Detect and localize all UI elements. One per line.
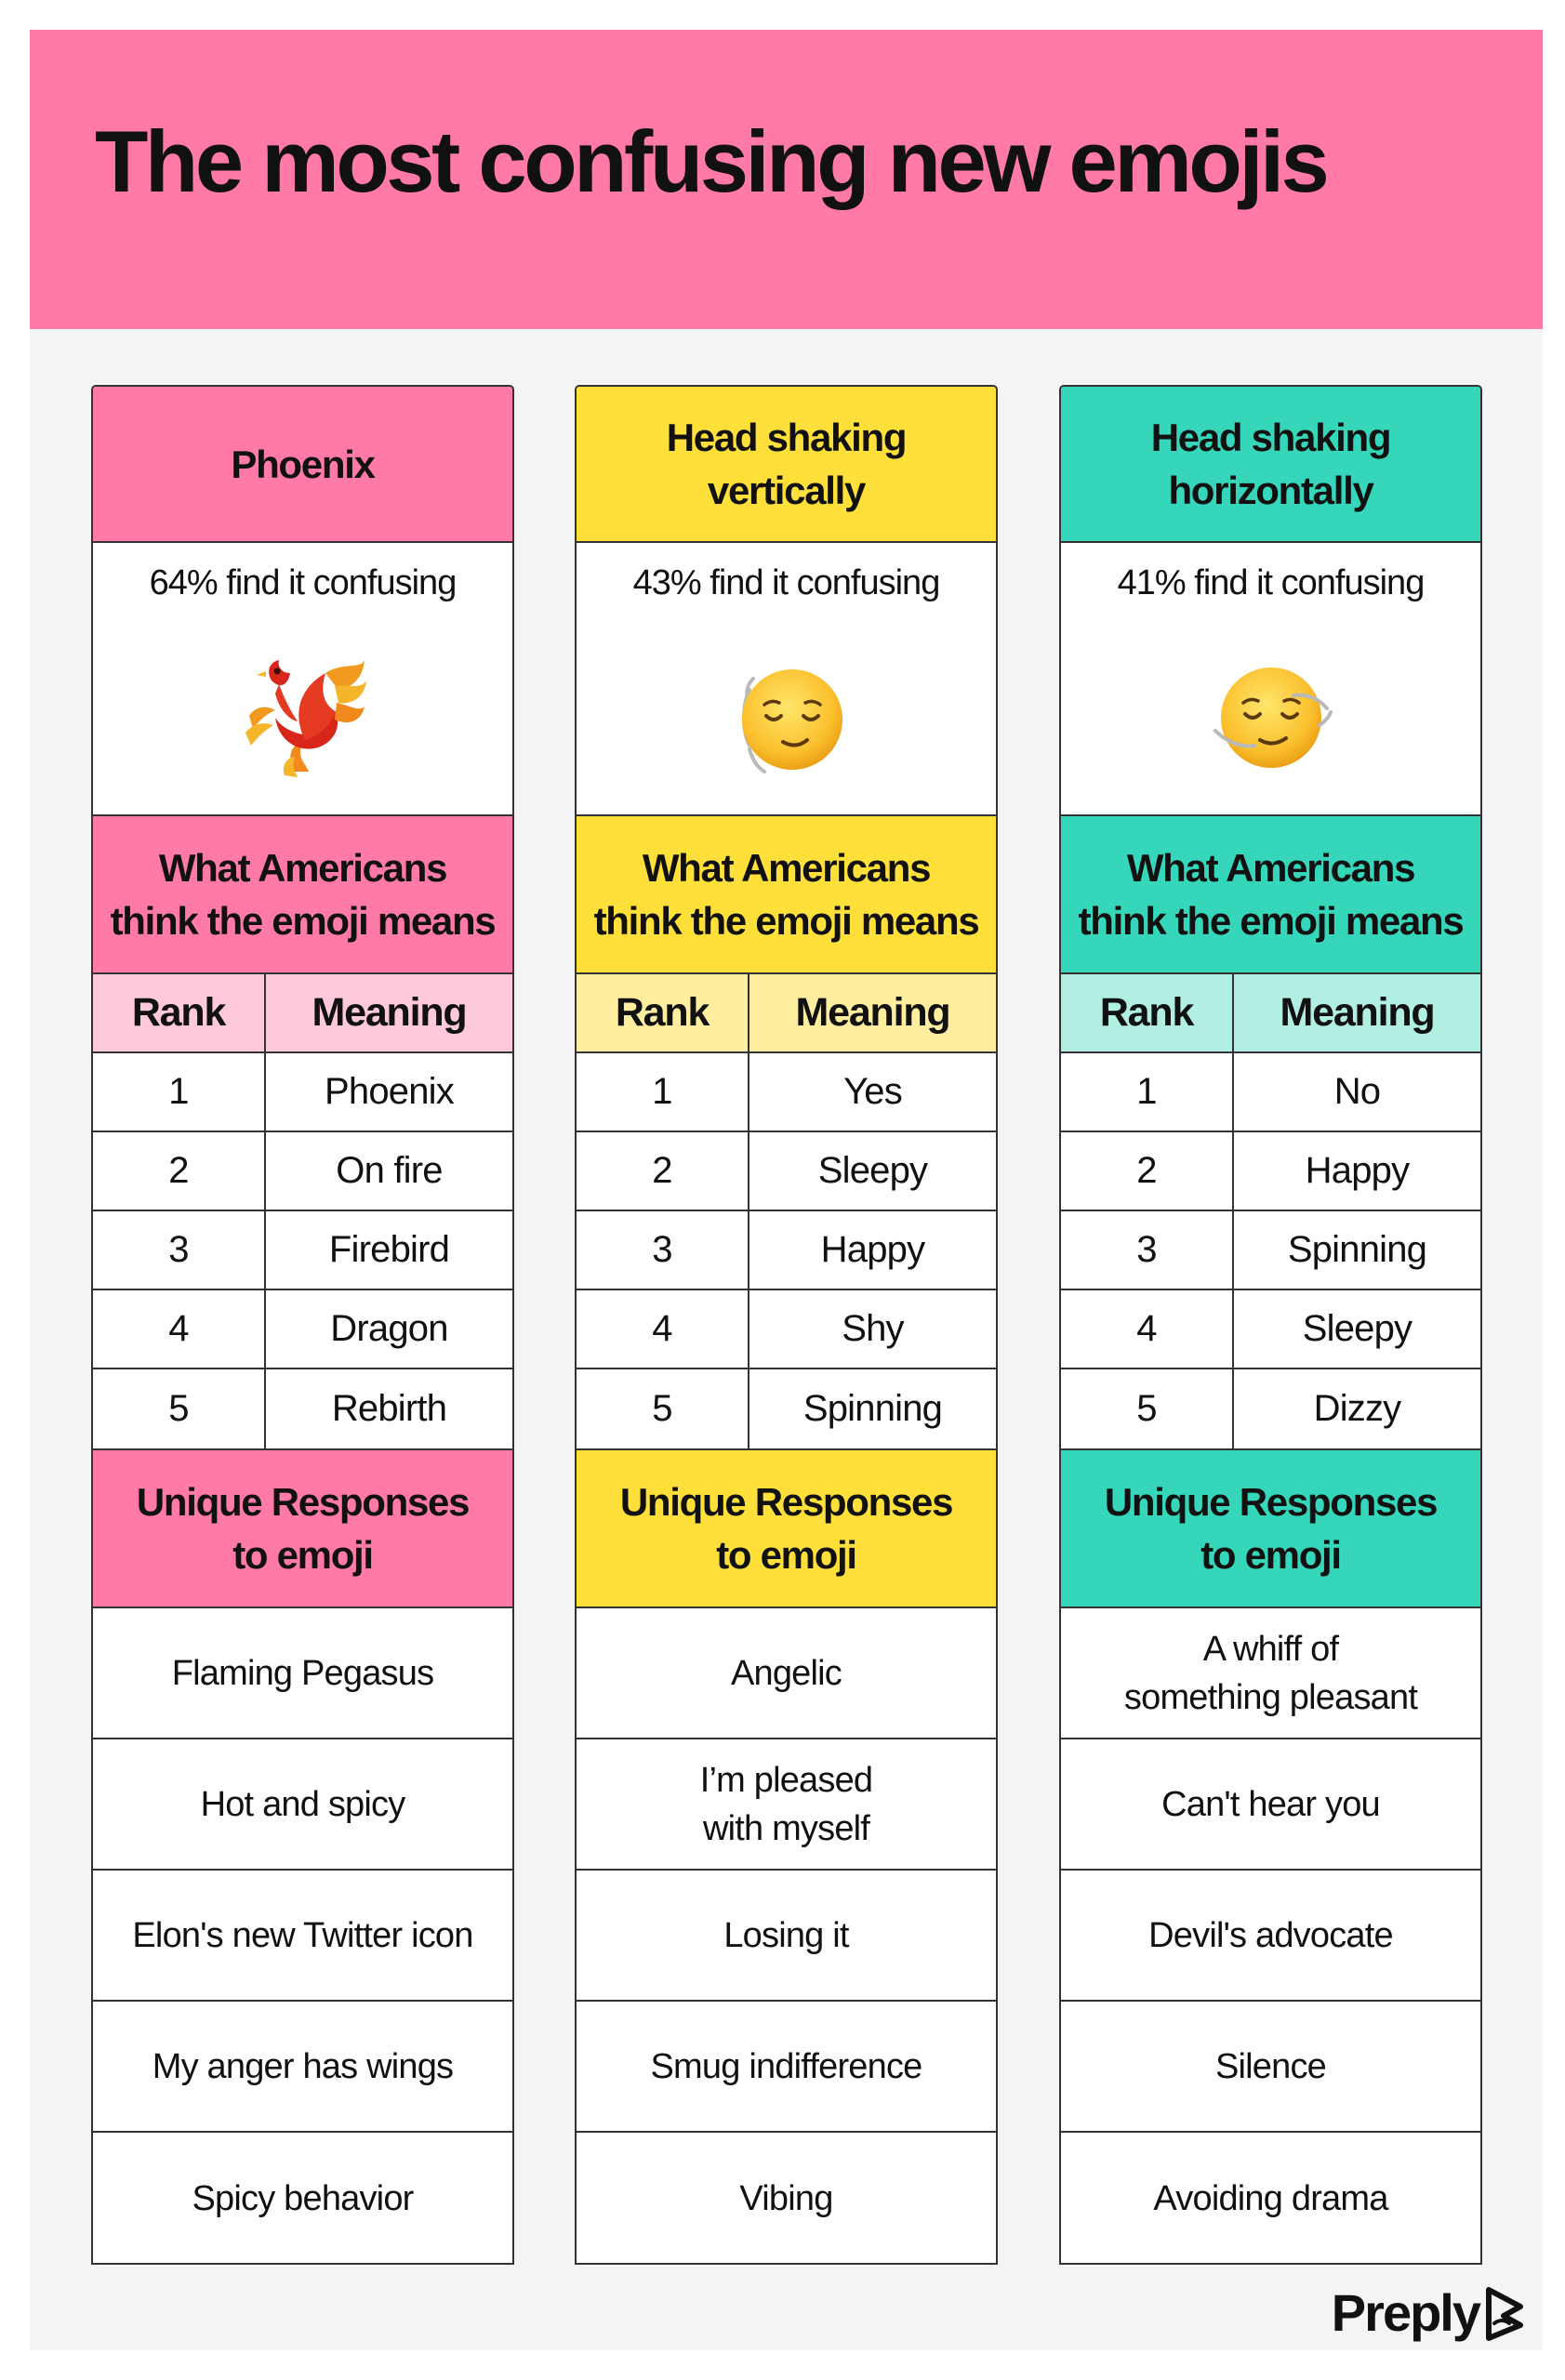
meaning-rank-table [93, 974, 512, 1450]
meaning-cell: Dizzy [1313, 1388, 1401, 1429]
response-item: Hot and spicy [93, 1739, 512, 1871]
responses-section-header [577, 1450, 996, 1608]
rank-cell: 3 [1061, 1211, 1234, 1289]
responses-section-header [93, 1450, 512, 1608]
meaning-column-header: Meaning [795, 990, 950, 1035]
meaning-rank-table [1061, 974, 1480, 1450]
table-row [93, 1290, 512, 1369]
response-item: My anger has wings [93, 2002, 512, 2133]
confusion-stat: 41% find it confusing [1117, 563, 1425, 602]
stat-box [1061, 543, 1480, 816]
responses-section-header [1061, 1450, 1480, 1608]
table-row [1061, 1369, 1480, 1450]
rank-cell: 5 [93, 1369, 266, 1448]
response-item: Smug indifference [577, 2002, 996, 2133]
stat-box [93, 543, 512, 816]
meaning-cell: Sleepy [817, 1150, 928, 1191]
meaning-section-header [577, 816, 996, 974]
response-item: Spicy behavior [192, 2178, 414, 2218]
title-banner [30, 30, 1543, 329]
response-item: Avoiding drama [1153, 2178, 1388, 2218]
meaning-cell: No [1333, 1071, 1381, 1112]
confusion-stat: 43% find it confusing [632, 563, 940, 602]
rank-column-header: Rank [1061, 974, 1234, 1051]
table-row [1061, 1290, 1480, 1369]
meaning-cell: Shy [842, 1308, 904, 1349]
rank-cell: 4 [1061, 1290, 1234, 1368]
response-item: Angelic [577, 1608, 996, 1739]
meaning-cell: Spinning [1287, 1229, 1427, 1270]
response-item: Elon's new Twitter icon [93, 1871, 512, 2002]
phoenix-icon [238, 653, 368, 783]
meaning-cell: Happy [1305, 1150, 1410, 1191]
emoji-column-head-shaking-vertically [575, 385, 998, 2265]
rank-column-header: Rank [577, 974, 749, 1051]
table-row [93, 1211, 512, 1290]
table-row [577, 1290, 996, 1369]
responses-section-title: Unique Responses to emoji [1104, 1480, 1438, 1577]
response-item: A whiff of something pleasant [1061, 1608, 1480, 1739]
table-row [577, 1211, 996, 1290]
table-row [1061, 1132, 1480, 1211]
head-shaking-vertically-icon [722, 653, 852, 783]
emoji-name: Head shaking horizontally [1150, 416, 1391, 512]
column-header [93, 387, 512, 543]
meaning-column-header: Meaning [1280, 990, 1435, 1035]
rank-cell: 3 [93, 1211, 266, 1289]
rank-cell: 1 [1061, 1053, 1234, 1130]
response-item: Flaming Pegasus [93, 1608, 512, 1739]
meaning-section-header [93, 816, 512, 974]
table-header-row [577, 974, 996, 1053]
rank-cell: 2 [93, 1132, 266, 1210]
meaning-cell: Yes [843, 1071, 902, 1112]
response-item: Silence [1061, 2002, 1480, 2133]
table-row [1061, 1053, 1480, 1132]
table-row [577, 1053, 996, 1132]
response-item: Can't hear you [1061, 1739, 1480, 1871]
rank-cell: 2 [1061, 1132, 1234, 1210]
table-row [93, 1369, 512, 1450]
meaning-section-title: What Americans think the emoji means [110, 846, 496, 943]
table-row [577, 1132, 996, 1211]
rank-cell: 4 [577, 1290, 749, 1368]
table-header-row [1061, 974, 1480, 1053]
confusion-stat: 64% find it confusing [149, 563, 457, 602]
rank-cell: 3 [577, 1211, 749, 1289]
rank-cell: 1 [577, 1053, 749, 1130]
responses-section-title: Unique Responses to emoji [136, 1480, 470, 1577]
emoji-column-phoenix [91, 385, 514, 2265]
meaning-cell: Rebirth [331, 1388, 447, 1429]
meaning-section-title: What Americans think the emoji means [593, 846, 979, 943]
table-row [93, 1053, 512, 1132]
meaning-column-header: Meaning [312, 990, 467, 1035]
page-title: The most confusing new emojis [95, 112, 1327, 210]
table-row [1061, 1211, 1480, 1290]
meaning-section-header [1061, 816, 1480, 974]
table-row [93, 1132, 512, 1211]
meaning-rank-table [577, 974, 996, 1450]
meaning-cell: Spinning [802, 1388, 943, 1429]
meaning-cell: Happy [820, 1229, 925, 1270]
emoji-name: Head shaking vertically [666, 416, 907, 512]
emoji-column-head-shaking-horizontally [1059, 385, 1482, 2265]
rank-cell: 5 [577, 1369, 749, 1448]
response-item: I’m pleased with myself [577, 1739, 996, 1871]
table-header-row [93, 974, 512, 1053]
response-item: Losing it [577, 1871, 996, 2002]
response-item: Devil's advocate [1061, 1871, 1480, 2002]
column-header [1061, 387, 1480, 543]
rank-cell: 2 [577, 1132, 749, 1210]
preply-logo-icon [1483, 2284, 1530, 2342]
table-row [577, 1369, 996, 1450]
stat-box [577, 543, 996, 816]
meaning-cell: Phoenix [325, 1071, 454, 1112]
emoji-name: Phoenix [231, 442, 375, 486]
infographic [30, 30, 1543, 2350]
logo-text: Preply [1331, 2283, 1479, 2342]
rank-cell: 1 [93, 1053, 266, 1130]
rank-cell: 4 [93, 1290, 266, 1368]
meaning-cell: Dragon [330, 1308, 448, 1349]
responses-section-title: Unique Responses to emoji [619, 1480, 953, 1577]
rank-cell: 5 [1061, 1369, 1234, 1448]
rank-column-header: Rank [93, 974, 266, 1051]
meaning-cell: On fire [336, 1150, 443, 1191]
meaning-cell: Sleepy [1302, 1308, 1412, 1349]
column-header [577, 387, 996, 543]
head-shaking-horizontally-icon [1206, 653, 1336, 783]
preply-logo [1332, 2282, 1530, 2343]
response-item: Vibing [739, 2178, 833, 2218]
meaning-cell: Firebird [328, 1229, 450, 1270]
meaning-section-title: What Americans think the emoji means [1078, 846, 1464, 943]
